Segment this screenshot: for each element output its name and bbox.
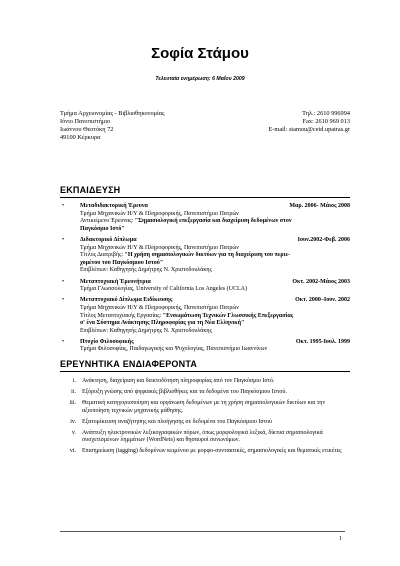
education-entry-header: [80, 237, 350, 245]
section-divider: [60, 371, 350, 372]
education-detail-line: [80, 320, 350, 328]
address-line: 49100 Κέρκυρα: [60, 134, 101, 141]
fax: Fax: 2610 969 013: [302, 118, 350, 125]
degree-title: Μεταδιδακτορική Έρευνα: [80, 203, 148, 209]
bullet-icon: •: [62, 278, 65, 285]
degree-title: Διδακτορικό Δίπλωμα: [80, 236, 137, 243]
education-entry-header: [80, 297, 350, 305]
interest-item: [60, 430, 350, 445]
detail-text: Τμήμα Μηχανικών Η/Υ & Πληροφορικής, Πανεπιστήμιο Πατρών: [80, 210, 239, 217]
contact-row: [60, 134, 350, 142]
detail-text: Τμήμα Μηχανικών Η/Υ & Πληροφορικής, Πανεπιστήμιο Πατρών: [80, 304, 239, 311]
footer-divider: [60, 531, 345, 532]
detail-text: Τίτλος Διατριβής:: [80, 252, 125, 259]
interest-text: Εξόρυξη γνώσης από ψηφιακές βιβλιοθήκες και τα δεδομένα του Παγκόσμιου Ιστού.: [82, 388, 287, 395]
detail-text: Τίτλος Μεταπτυχιακής Εργασίας:: [80, 312, 163, 319]
interest-text: Ανάκτηση, διαχείριση και δεικτοδότηση πληροφορίας από τον Παγκόσμιο Ιστό.: [82, 378, 275, 384]
education-detail-line: [80, 267, 350, 275]
last-updated: Τελευταία ενημέρωση: 6 Μαΐου 2009: [155, 76, 245, 82]
detail-bold-text: σ' ένα Σύστημα Ανάκτησης Πληροφορίας για τη Νέα Ελληνική": [80, 320, 245, 327]
education-entry: [60, 297, 350, 335]
interest-number: ii.: [71, 388, 76, 395]
detail-bold-text: χομένου του Παγκόσμιου Ιστού": [80, 259, 164, 266]
education-entry: [60, 339, 350, 354]
page-number: 1: [339, 536, 342, 542]
detail-text: Τμήμα Μηχανικών Η/Υ & Πληροφορικής, Πανεπιστήμιο Πατρών: [80, 244, 239, 251]
education-heading: ΕΚΠΑΙΔΕΥΣΗ: [60, 185, 121, 195]
degree-title: Πτυχίο Φιλοσοφικής: [80, 338, 134, 345]
interest-item: [60, 448, 350, 456]
degree-date: Ιουν.2002-Φεβ. 2006: [297, 236, 350, 243]
education-detail-line: [80, 260, 350, 268]
detail-text: Επιβλέπων: Καθηγητής Δημήτρης Ν. Χριστοδουλάκης: [80, 267, 212, 274]
address-line: Ιωάννου Θεοτόκη 72: [60, 126, 114, 133]
education-entry-header: [80, 203, 350, 211]
contact-block: [60, 110, 350, 142]
interest-item: [60, 419, 350, 427]
education-detail-line: [80, 218, 350, 226]
detail-text: Τμήμα Γλωσσολογίας, University of California Los Angeles (UCLA): [80, 286, 247, 293]
degree-date: Οκτ. 2000–Ιουν. 2002: [295, 297, 350, 304]
person-name: Σοφία Στάμου: [151, 45, 249, 62]
education-entry-header: [80, 339, 350, 347]
detail-bold-text: Παγκόσμιο Ιστό": [80, 225, 125, 232]
degree-date: Οκτ. 1995-Ιουλ. 1999: [295, 338, 350, 345]
education-detail-line: [80, 346, 350, 354]
education-detail-line: [80, 305, 350, 313]
contact-row: [60, 118, 350, 126]
education-detail-line: [80, 226, 350, 234]
interests-list: [60, 378, 350, 459]
education-entry-header: [80, 279, 350, 287]
detail-bold-text: "Η χρήση σημασιολογικών δικτύων για τη διαχείριση του περιε-: [124, 252, 291, 259]
degree-title: Μεταπτυχιακό Δίπλωμα Ειδίκευσης: [80, 297, 173, 304]
phone: Τηλ.: 2610 996994: [302, 110, 350, 117]
contact-row: [60, 110, 350, 118]
detail-bold-text: "Σημασιολογική επεξεργασία και διαχείριση δεδομένων στον: [134, 218, 292, 225]
detail-bold-text: "Ενσωμάτωση Τεχνικών Γλωσσικής Επεξεργασίας: [162, 312, 294, 319]
interest-item: [60, 400, 350, 415]
interest-number: iv.: [70, 418, 76, 425]
education-entry: [60, 203, 350, 233]
degree-date: Οκτ. 2002-Μάιος 2003: [292, 278, 350, 285]
bullet-icon: •: [62, 203, 65, 209]
interest-item: [60, 389, 350, 397]
address-line: Ιόνιο Πανεπιστήμιο: [60, 118, 111, 125]
email-link[interactable]: E-mail: stamou@ceid.upatras.gr: [268, 126, 350, 133]
degree-title: Μεταπτυχιακή Έρευνήτρια: [80, 278, 151, 285]
education-detail-line: [80, 252, 350, 260]
bullet-icon: •: [62, 338, 65, 345]
interest-text: Θεματική κατηγοριοποίηση και οργάνωση δεδομένων με τη χρήση σημασιολογικών δικτύων και την αξιοποίηση τεχνικών μηχανικής μάθησης.: [82, 399, 326, 414]
interest-number: vi.: [69, 448, 76, 455]
contact-row: [60, 126, 350, 134]
address-line: Τμήμα Αρχειονομίας - Βιβλιοθηκονομίας: [60, 110, 165, 117]
degree-date: Μαρ. 2006- Μάιος 2008: [289, 203, 350, 209]
education-list: [60, 203, 350, 358]
interests-heading: ΕΡΕΥΝΗΤΙΚΑ ΕΝΔΙΑΦΕΡΟΝΤΑ: [60, 359, 198, 369]
interest-text: Εξατομίκευση αναζήτησης και πλοήγησης σε δεδομένα του Παγκόσμιου Ιστού: [82, 418, 272, 425]
interest-item: [60, 378, 350, 386]
education-detail-line: [80, 313, 350, 321]
bullet-icon: •: [62, 297, 65, 304]
interest-number: v.: [71, 429, 76, 436]
detail-text: Επιβλέπων: Καθηγητής Δημήτρης Ν. Χριστοδουλάκης: [80, 327, 212, 334]
interest-number: i.: [72, 378, 76, 384]
interest-text: Ανάπτυξη ηλεκτρονικών λεξικογραφικών πόρων, όπως μορφολογικά λεξικά, δίκτυα σημασιολογικά συσχετισμένων λημμάτων (WordNets) και θησαυροί συνωνύμων.: [82, 429, 323, 444]
detail-text: Αντικείμενο Έρευνας:: [80, 218, 135, 225]
education-detail-line: [80, 286, 350, 294]
education-detail-line: [80, 328, 350, 336]
section-divider: [60, 197, 350, 198]
education-entry: [60, 279, 350, 294]
detail-text: Τμήμα Φιλοσοφίας, Παιδαγωγικής και Ψυχολογίας, Πανεπιστήμιο Ιωαννίνων: [80, 346, 268, 353]
education-entry: [60, 237, 350, 275]
bullet-icon: •: [62, 236, 65, 243]
interest-number: iii.: [69, 399, 76, 406]
interest-text: Επισημείωση (tagging) δεδομένων κειμένου με μορφο-συντακτικές, σημασιολογικές και θεματικές ετικέτες: [82, 448, 342, 455]
